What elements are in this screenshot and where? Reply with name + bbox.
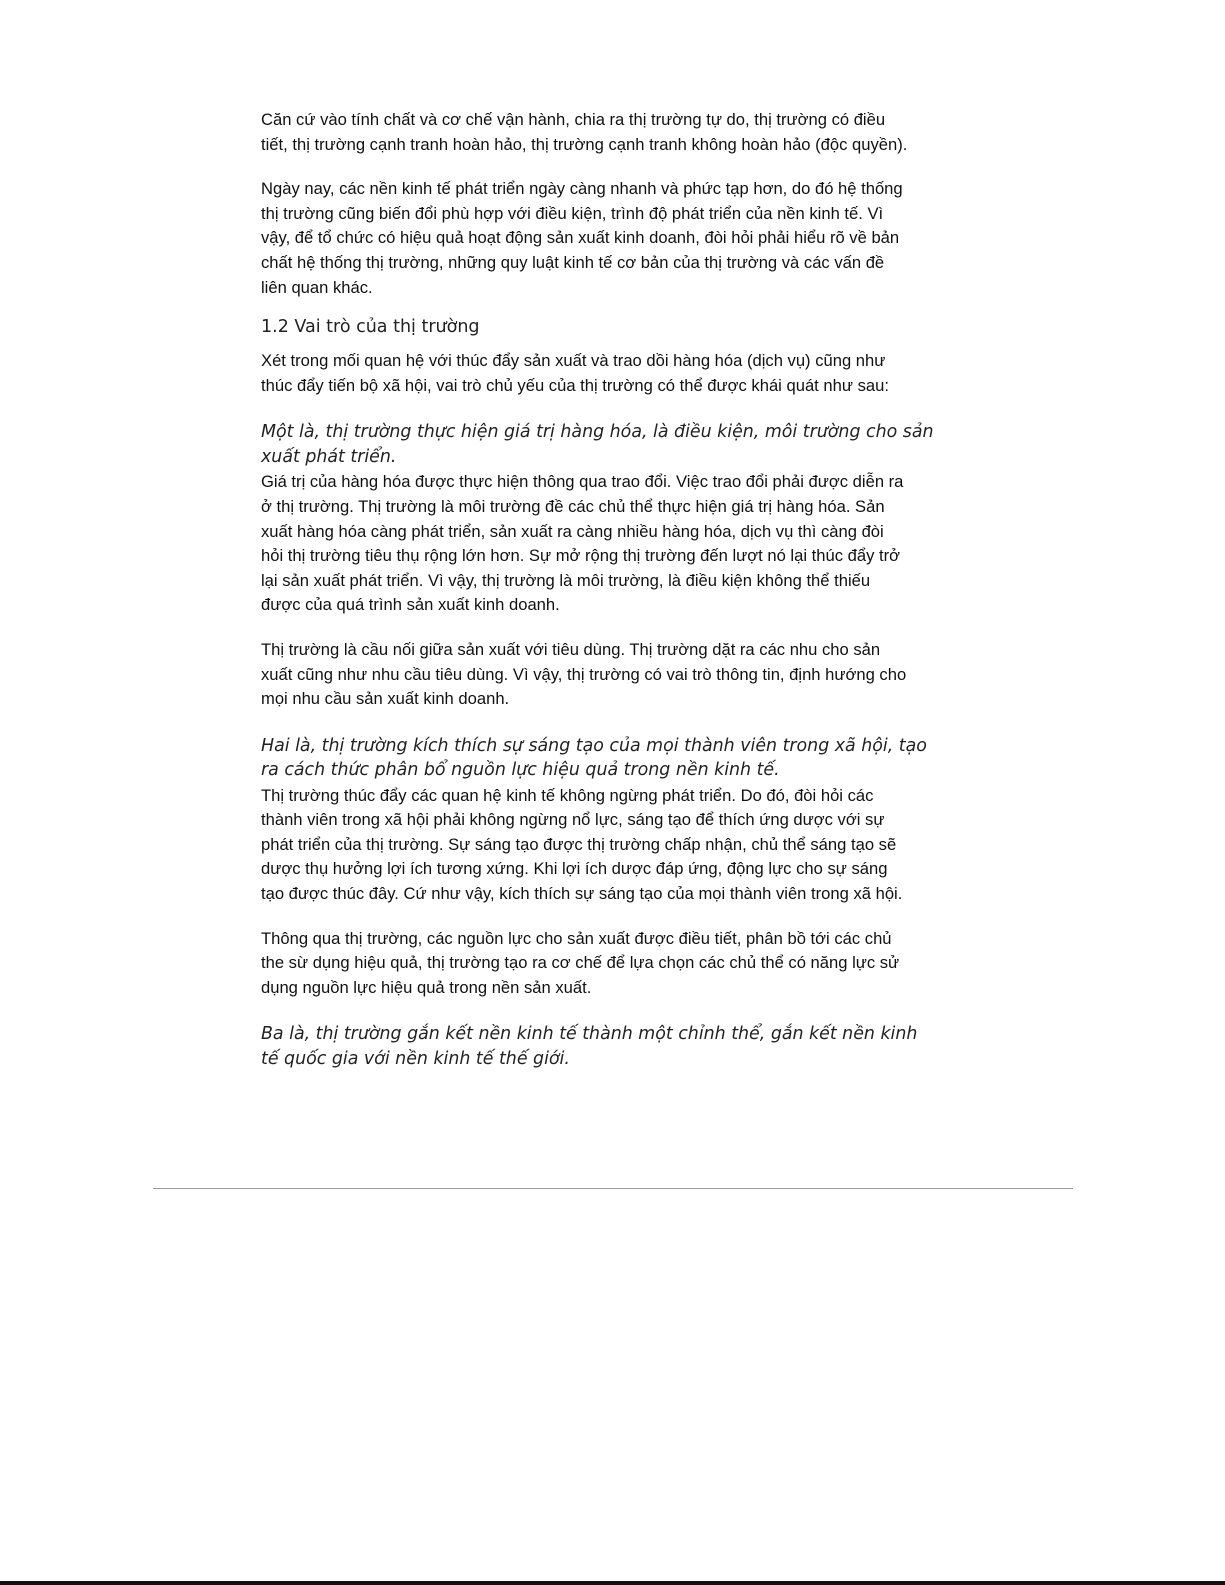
paragraph-modern-economy: Ngày nay, các nền kinh tế phát triển ngày càng nhanh và phức tạp hơn, do đó hệ thống thị trường cũng biến đổi phù hợp với điều kiện, trình độ phát triển của nền kinh tế. Vì vậy, để tổ chức có hiệu quả hoạt động sản xuất kinh doanh, đòi hỏi phải hiểu rõ về bản chất hệ thống thị trường, những quy luật kinh tế cơ bản của thị trường và các vấn đề liên quan khác.	[261, 179, 903, 297]
section-heading-1-2: 1.2 Vai trò của thị trường	[261, 317, 480, 338]
paragraph-resource-allocation: Thông qua thị trường, các nguồn lực cho sản xuất được điều tiết, phân bồ tới các chủ the sừ dụng hiệu quả, thị trường tạo ra cơ chế để lựa chọn các chủ thể có năng lực sử dụng nguồn lực hiệu quả trong nền sản xuất.	[261, 928, 900, 997]
paragraph-market-bridge: Thị trường là cầu nối giữa sản xuất với tiêu dùng. Thị trường dặt ra các nhu cho sản xuất cũng như nhu cầu tiêu dùng. Vì vậy, thị trường có vai trò thông tin, định hướng cho mọi nhu cầu sản xuất kinh doanh.	[261, 639, 907, 709]
role-two-title: Hai là, thị trường kích thích sự sáng tạo của mọi thành viên trong xã hội, tạo ra cách thức phân bổ nguồn lực hiệu quả trong nền kinh tế.	[261, 735, 927, 781]
paragraph-role-two-body: Thị trường thúc đẩy các quan hệ kinh tế không ngừng phát triển. Do đó, đòi hỏi các thành viên trong xã hội phải không ngừng nổ lực, sáng tạo để thích ứng dược với sự phát triển của thị trường. Sự sáng tạo được thị trường chấp nhận, chủ thể sáng tạo sẽ dược thụ hưởng lợi ích tương xứng. Khi lợi ích dược đáp ứng, động lực cho sự sáng tạo được thúc đây. Cứ như vậy, kích thích sự sáng tạo của mọi thành viên trong xã hội.	[261, 785, 903, 904]
document-body	[261, 108, 973, 1071]
paragraph-role-one-body: Giá trị của hàng hóa được thực hiện thông qua trao đổi. Việc trao đổi phải được diễn ra ở thị trường. Thị trường là môi trường đề các chủ thể thực hiện giá trị hàng hóa. Sản xuất hàng hóa càng phát triển, sản xuất ra càng nhiều hàng hóa, dịch vụ thì càng đòi hỏi thị trường tiêu thụ rộng lớn hơn. Sự mở rộng thị trường đến lượt nó lại thúc đẩy trở lại sản xuất phát triển. Vì vậy, thị trường là môi trường, là điều kiện không thể thiếu được của quá trình sản xuất kinh doanh.	[261, 472, 904, 615]
role-three-title: Ba là, thị trường gắn kết nền kinh tế thành một chỉnh thể, gắn kết nền kinh tế quốc gia với nền kinh tế thế giới.	[261, 1024, 918, 1069]
paragraph-market-types: Căn cứ vào tính chất và cơ chế vận hành, chia ra thị trường tự do, thị trường có điều tiết, thị trường cạnh tranh hoàn hảo, thị trường cạnh tranh không hoàn hảo (độc quyền).	[261, 110, 908, 154]
page-bottom-edge	[0, 1581, 1225, 1585]
paragraph-role-intro: Xét trong mối quan hệ với thúc đẩy sản xuất và trao dồi hàng hóa (dịch vụ) cũng như thúc đẩy tiến bộ xã hội, vai trò chủ yếu của thị trường có thể được khái quát như sau:	[261, 351, 889, 395]
role-one-title: Một là, thị trường thực hiện giá trị hàng hóa, là điều kiện, môi trường cho sản xuất phát triển.	[261, 422, 934, 467]
page-divider	[153, 1188, 1073, 1189]
